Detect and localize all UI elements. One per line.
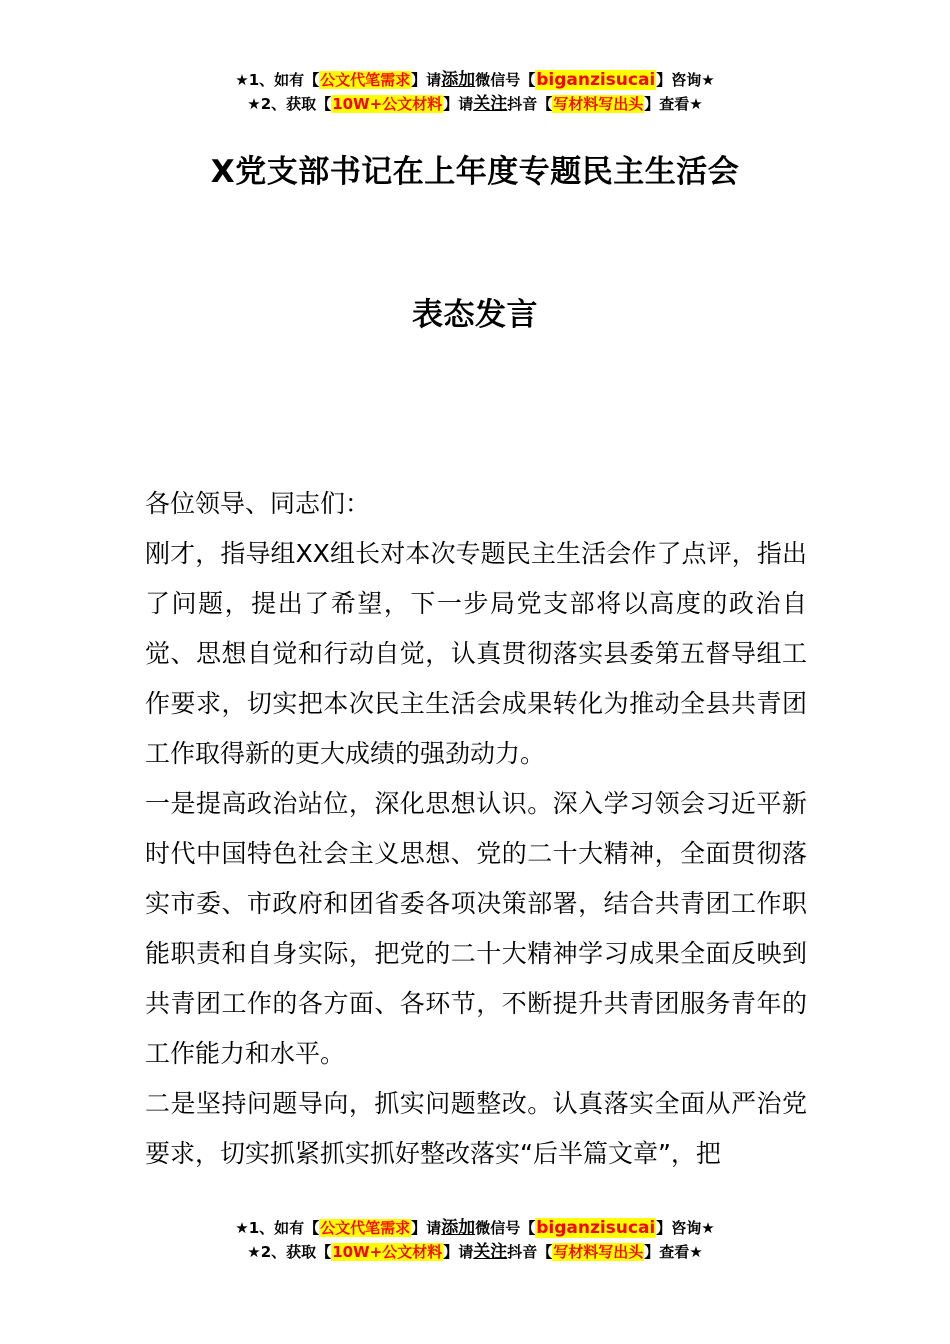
promo-highlight: 10W+公文材料 [332, 95, 443, 113]
promo-line-2 [0, 1240, 950, 1264]
promo-text: 微信号【 [475, 71, 536, 89]
promo-text: 】咨询★ [656, 1219, 715, 1237]
promo-underline: 关注 [473, 1242, 508, 1262]
promo-underline: 添加 [441, 1218, 476, 1238]
promo-text: 】请 [411, 71, 442, 89]
document-subtitle: 表态发言 [412, 297, 538, 333]
salutation: 各位领导、同志们： [145, 489, 371, 518]
body-paragraph: 刚才，指导组XX组长对本次专题民主生活会作了点评，指出了问题，提出了希望，下一步局党支部将以高度的政治自觉、思想自觉和行动自觉，认真贯彻落实县委第五督导组工作要求，切实把本次民主生活会成果转化为推动全县共青团工作取得新的更大成绩的强劲动力。 [145, 539, 807, 768]
promo-highlight: biganzisucai [536, 1218, 656, 1238]
document-title: X党支部书记在上年度专题民主生活会 [210, 154, 740, 190]
promo-text: 微信号【 [475, 1219, 536, 1237]
promo-text: ★2、获取【 [247, 1243, 332, 1261]
promo-underline: 添加 [441, 70, 476, 90]
promo-text: 】咨询★ [656, 71, 715, 89]
promo-text: 】请 [443, 95, 474, 113]
promo-text: 抖音【 [507, 95, 553, 113]
body-paragraph: 一是提高政治站位，深化思想认识。深入学习领会习近平新时代中国特色社会主义思想、党的二十大精神，全面贯彻落实市委、市政府和团省委各项决策部署，结合共青团工作职能职责和自身实际，把党的二十大精神学习成果全面反映到共青团工作的各方面、各环节，不断提升共青团服务青年的工作能力和水平。 [145, 789, 807, 1068]
promo-line-1 [0, 1216, 950, 1240]
promo-text: 】请 [411, 1219, 442, 1237]
promo-text: ★1、如有【 [235, 71, 320, 89]
promo-highlight: 写材料写出头 [553, 95, 644, 113]
promo-underline: 关注 [473, 94, 508, 114]
header-promo-banner [0, 68, 950, 116]
promo-text: 】请 [443, 1243, 474, 1261]
promo-highlight: 公文代笔需求 [320, 1219, 411, 1237]
promo-text: 】查看★ [644, 95, 703, 113]
promo-highlight: 写材料写出头 [553, 1243, 644, 1261]
promo-line-2 [0, 92, 950, 116]
promo-highlight: 公文代笔需求 [320, 71, 411, 89]
promo-line-1 [0, 68, 950, 92]
promo-text: ★1、如有【 [235, 1219, 320, 1237]
promo-text: ★2、获取【 [247, 95, 332, 113]
footer-promo-banner [0, 1216, 950, 1264]
document-body [145, 479, 807, 1179]
body-paragraph: 二是坚持问题导向，抓实问题整改。认真落实全面从严治党要求，切实抓紧抓实抓好整改落实“后半篇文章”，把 [145, 1089, 807, 1168]
promo-highlight: 10W+公文材料 [332, 1243, 443, 1261]
promo-text: 抖音【 [507, 1243, 553, 1261]
promo-text: 】查看★ [644, 1243, 703, 1261]
promo-highlight: biganzisucai [536, 70, 656, 90]
